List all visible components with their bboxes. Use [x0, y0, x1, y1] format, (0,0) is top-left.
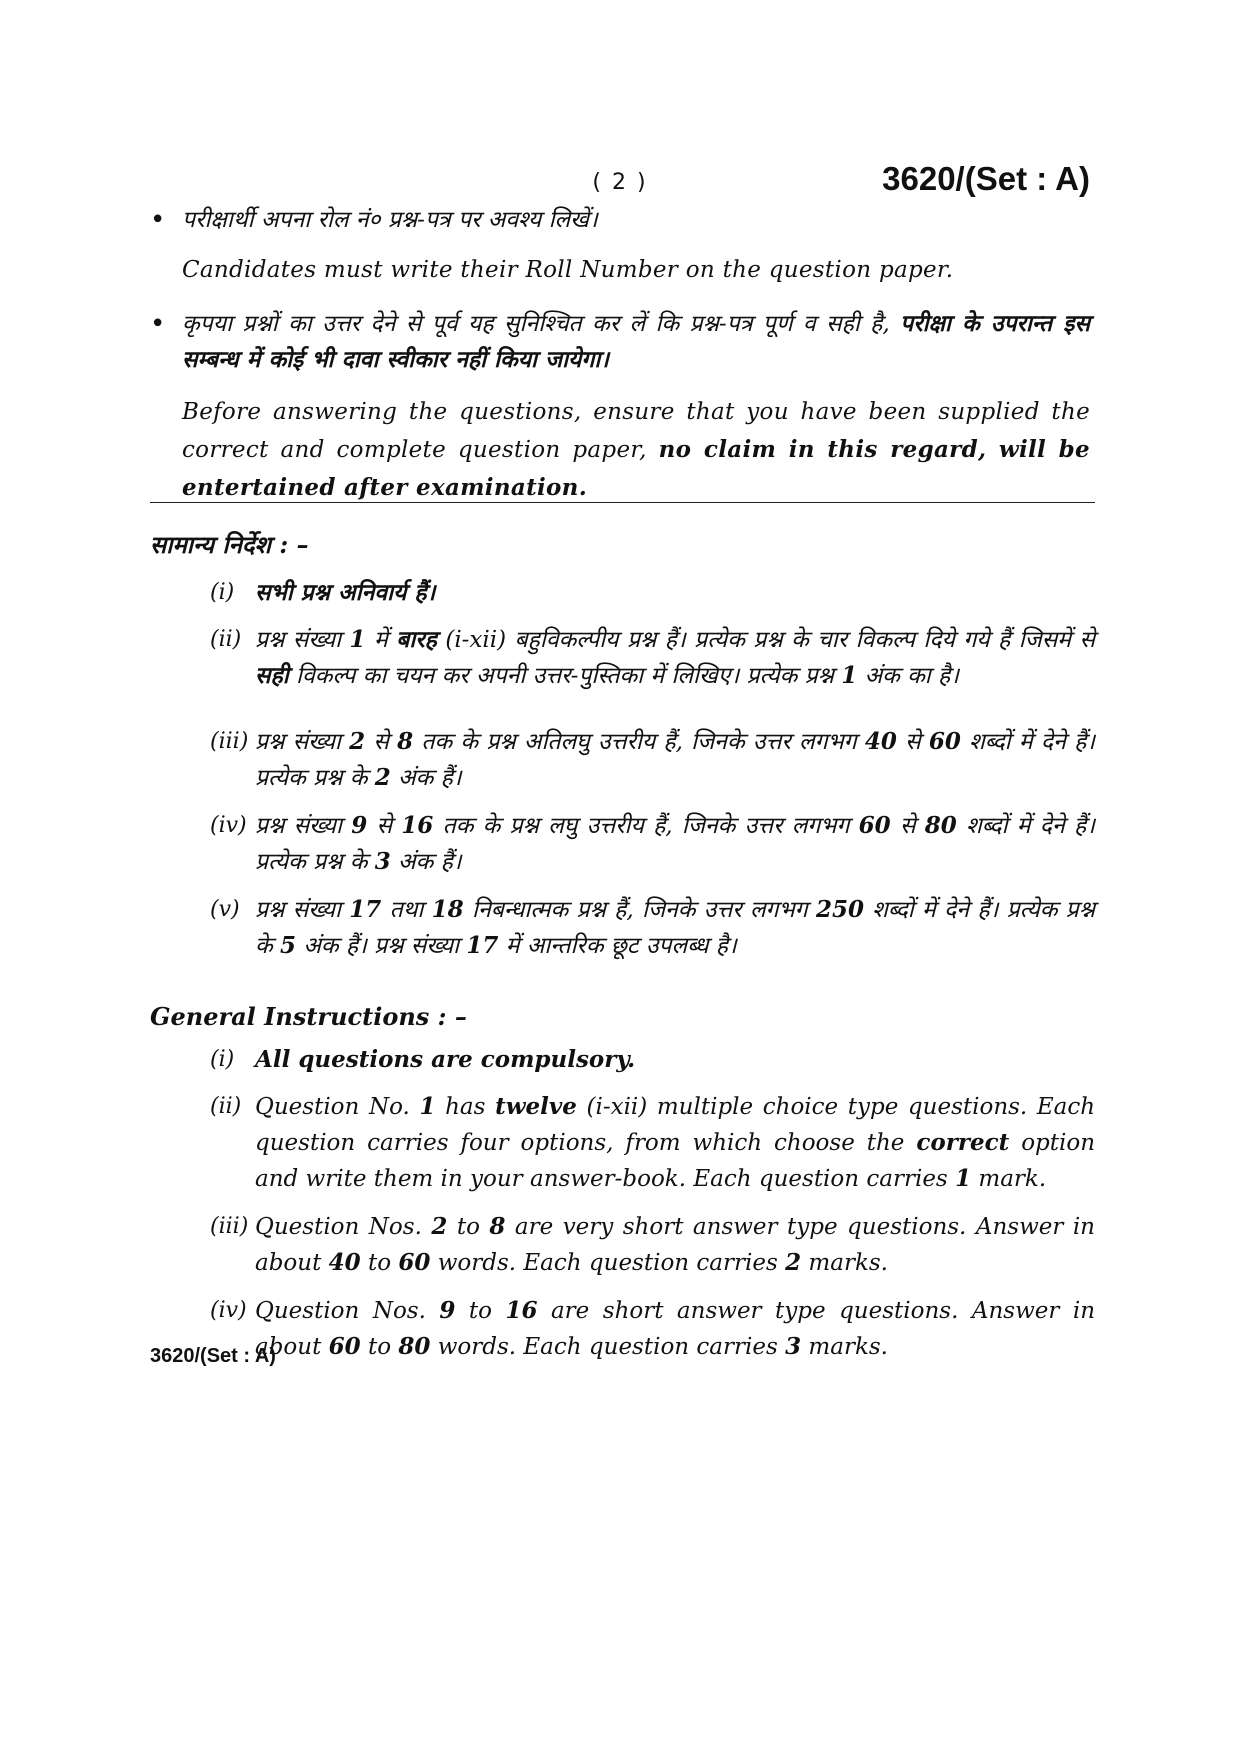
text: 2 — [374, 764, 391, 791]
item-number: (iv) — [210, 813, 247, 838]
text: में आन्तरिक छूट उपलब्ध है। — [505, 933, 737, 959]
text: words. Each question carries — [437, 1250, 778, 1276]
item-text — [255, 1293, 1095, 1365]
text: 3 — [785, 1333, 802, 1360]
text: option and write them in your answer-book. Each question carries — [255, 1130, 1096, 1192]
list-item — [210, 808, 1095, 880]
text: से — [905, 729, 921, 755]
text: में — [373, 627, 388, 653]
text: 1 — [841, 662, 858, 689]
text: शब्दों में देने हैं। प्रत्येक प्रश्न के — [255, 813, 1095, 875]
note-english-emphasis: no claim in this regard, will be entertained after examination. — [182, 436, 1090, 501]
item-text — [255, 724, 1095, 796]
text: 80 — [924, 812, 957, 839]
list-item — [210, 892, 1095, 964]
text: सही — [255, 662, 289, 689]
general-instructions-list — [210, 1042, 1095, 1377]
text: से — [376, 813, 393, 839]
list-item — [210, 575, 1095, 610]
text: 1 — [955, 1165, 972, 1192]
text: to — [468, 1298, 492, 1324]
note-english — [150, 394, 1090, 507]
text: प्रश्न संख्या — [255, 729, 341, 755]
text: अंक का है। — [864, 663, 959, 689]
item-text: All questions are compulsory. — [255, 1046, 636, 1073]
text: Question No. — [255, 1094, 410, 1120]
item-number: (i) — [210, 1047, 235, 1072]
text: 2 — [431, 1213, 448, 1240]
text: marks. — [808, 1334, 888, 1360]
text: 60 — [398, 1249, 431, 1276]
text: से — [899, 813, 916, 839]
item-text — [255, 808, 1095, 880]
set-code-header: 3620/(Set : A) — [882, 160, 1090, 197]
text: 9 — [439, 1297, 456, 1324]
text: निबन्धात्मक प्रश्न हैं, जिनके उत्तर लगभग — [472, 897, 808, 923]
text: शब्दों में देने हैं। प्रत्येक प्रश्न के — [255, 897, 1096, 959]
note-hindi — [182, 306, 1090, 378]
item-text — [255, 892, 1095, 964]
item-number: (i) — [210, 580, 235, 605]
text: twelve — [495, 1093, 577, 1120]
text: 60 — [328, 1333, 361, 1360]
text: अंक हैं। — [398, 765, 462, 791]
list-item — [210, 1042, 1095, 1077]
text: 17 — [466, 932, 499, 959]
text: 1 — [419, 1093, 436, 1120]
note-hindi-emphasis: परीक्षा के उपरान्त इस सम्बन्ध में कोई भी दावा स्वीकार नहीं किया जायेगा। — [182, 310, 1091, 373]
divider — [150, 502, 1095, 503]
text: 18 — [431, 896, 464, 923]
text: तक के प्रश्न लघु उत्तरीय हैं, जिनके उत्तर लगभग — [442, 813, 850, 839]
text: Question Nos. — [255, 1298, 426, 1324]
item-text: सभी प्रश्न अनिवार्य हैं। — [255, 579, 436, 606]
text: 16 — [505, 1297, 538, 1324]
text: तथा — [389, 897, 424, 923]
text: 8 — [397, 728, 414, 755]
item-number: (ii) — [210, 627, 242, 652]
text: 9 — [351, 812, 368, 839]
text: Question Nos. — [255, 1214, 422, 1240]
text: प्रश्न संख्या — [255, 897, 341, 923]
text: अंक हैं। प्रश्न संख्या — [303, 933, 460, 959]
text: 60 — [858, 812, 891, 839]
list-item — [210, 1089, 1095, 1197]
note-english-text: Before answering the questions, ensure that you have been supplied the correct and complete question paper, — [182, 399, 1090, 463]
text: to — [367, 1334, 392, 1360]
page-number: ( 2 ) — [592, 170, 648, 195]
text: (i-xii) बहुविकल्पीय प्रश्न हैं। प्रत्येक प्रश्न के चार विकल्प दिये गये हैं जिसमें से — [445, 627, 1095, 653]
text: to — [367, 1250, 392, 1276]
hindi-instructions-list — [210, 575, 1095, 976]
text: 40 — [864, 728, 897, 755]
text: has — [445, 1094, 486, 1120]
text: 40 — [328, 1249, 361, 1276]
note-hindi: परीक्षार्थी अपना रोल नं० प्रश्न-पत्र पर अवश्य लिखें। — [182, 207, 598, 233]
text: तक के प्रश्न अतिलघु उत्तरीय हैं, जिनके उत्तर लगभग — [421, 729, 857, 755]
item-text — [255, 1209, 1095, 1281]
list-item — [210, 1209, 1095, 1281]
note-hindi-text: कृपया प्रश्नों का उत्तर देने से पूर्व यह सुनिश्चित कर लें कि प्रश्न-पत्र पूर्ण व सही है, — [182, 311, 890, 337]
text: (i-xii) multiple choice type questions. Each question carries four options, from which choose the — [255, 1094, 1096, 1156]
text: correct — [916, 1129, 1010, 1156]
list-item — [210, 1293, 1095, 1365]
text: 16 — [401, 812, 434, 839]
text: 3 — [374, 848, 391, 875]
text: to — [456, 1214, 480, 1240]
item-text — [255, 1089, 1095, 1197]
text: बारह — [396, 626, 437, 653]
item-number: (v) — [210, 897, 240, 922]
note-verify-paper — [150, 306, 1090, 507]
bullet-icon: • — [150, 309, 166, 339]
item-number: (iv) — [210, 1298, 247, 1323]
text: words. Each question carries — [437, 1334, 778, 1360]
item-number: (ii) — [210, 1094, 242, 1119]
note-roll-number — [150, 202, 1090, 289]
text: प्रश्न संख्या — [255, 813, 342, 839]
bullet-icon: • — [150, 205, 166, 235]
text: 1 — [349, 626, 366, 653]
text: शब्दों में देने हैं। प्रत्येक प्रश्न के — [255, 729, 1095, 791]
item-number: (iii) — [210, 729, 249, 754]
text: 80 — [398, 1333, 431, 1360]
text: marks. — [808, 1250, 888, 1276]
text: 8 — [489, 1213, 506, 1240]
text: 2 — [349, 728, 366, 755]
text: 250 — [815, 896, 864, 923]
hindi-instructions-heading: सामान्य निर्देश : – — [150, 530, 309, 559]
text: विकल्प का चयन कर अपनी उत्तर-पुस्तिका में लिखिए। प्रत्येक प्रश्न — [296, 663, 834, 689]
text: 17 — [349, 896, 382, 923]
general-instructions-heading: General Instructions : – — [150, 1002, 467, 1031]
item-number: (iii) — [210, 1214, 249, 1239]
list-item — [210, 724, 1095, 796]
text: mark. — [978, 1166, 1047, 1192]
text: 60 — [928, 728, 961, 755]
item-text — [255, 622, 1095, 694]
note-english: Candidates must write their Roll Number on the question paper. — [182, 257, 954, 283]
text: are short answer type questions. Answer in about — [255, 1298, 1096, 1360]
text: से — [373, 729, 389, 755]
set-code-footer: 3620/(Set : A) — [150, 1345, 276, 1367]
text: are very short answer type questions. Answer in about — [255, 1214, 1095, 1276]
text: 5 — [279, 932, 296, 959]
text: 2 — [785, 1249, 802, 1276]
list-item — [210, 622, 1095, 694]
text: अंक हैं। — [398, 849, 462, 875]
text: प्रश्न संख्या — [255, 627, 342, 653]
